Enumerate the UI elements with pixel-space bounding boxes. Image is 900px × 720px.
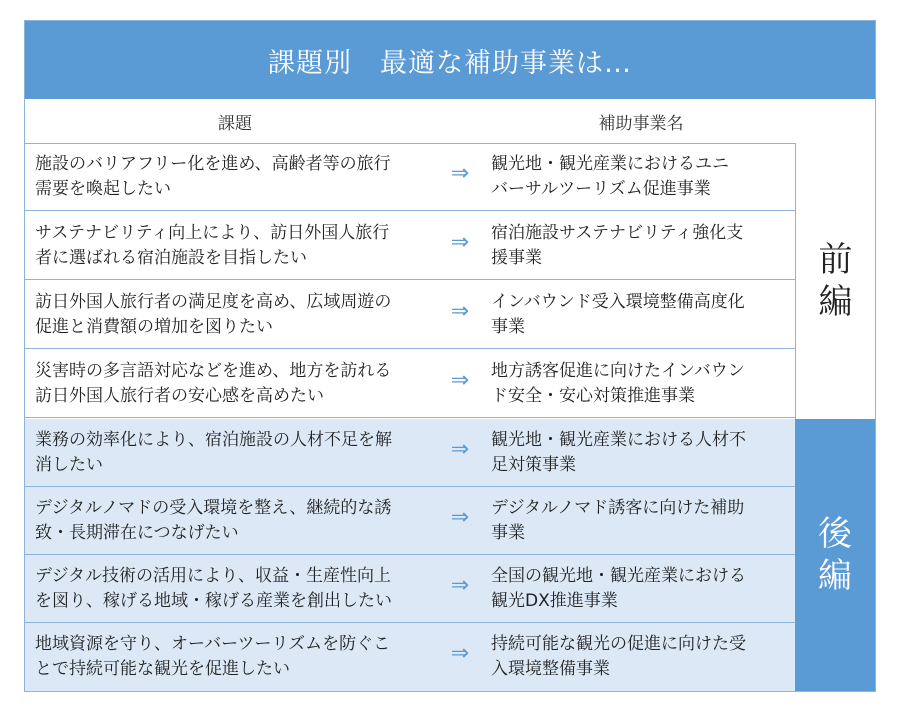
issue-line-2: を図り、稼げる地域・稼げる産業を創出したい (35, 591, 392, 611)
section-label-first-part (795, 143, 875, 419)
subsidy-table (24, 20, 876, 692)
program-cell (491, 221, 786, 271)
issue-line-1: デジタル技術の活用により、収益・生産性向上 (35, 566, 391, 586)
table-row (25, 555, 795, 623)
program-cell (491, 290, 786, 340)
arrow-icon: ⇒ (450, 641, 470, 666)
issue-cell (35, 632, 440, 682)
program-cell (491, 428, 786, 478)
program-line-1: 宿泊施設サステナビリティ強化支 (491, 223, 744, 243)
table-row (25, 623, 795, 691)
section-label-second-part (795, 419, 875, 691)
column-header-program: 補助事業名 (598, 113, 684, 134)
issue-line-1: 地域資源を守り、オーバーツーリズムを防ぐこ (35, 634, 391, 654)
issue-line-2: 致・長期滞在につなげたい (35, 523, 239, 543)
issue-line-2: 促進と消費額の増加を図りたい (35, 317, 273, 337)
program-line-2: ド安全・安心対策推進事業 (491, 386, 695, 406)
issue-cell (35, 428, 440, 478)
program-line-2: 足対策事業 (491, 455, 576, 475)
table-row (25, 419, 795, 487)
issue-line-1: サステナビリティ向上により、訪日外国人旅行 (35, 223, 390, 243)
table-row (25, 350, 795, 418)
arrow-icon: ⇒ (450, 437, 470, 462)
program-line-1: 持続可能な観光の促進に向けた受 (491, 634, 746, 654)
program-line-1: 全国の観光地・観光産業における (491, 566, 746, 586)
table-body (25, 143, 875, 691)
issue-line-2: 訪日外国人旅行者の安心感を高めたい (35, 386, 324, 406)
issue-line-2: 者に選ばれる宿泊施設を目指したい (35, 248, 307, 268)
issue-line-1: 施設のバリアフリー化を進め、高齢者等の旅行 (35, 154, 391, 174)
program-line-1: 地方誘客促進に向けたインバウン (491, 361, 745, 381)
arrow-icon: ⇒ (450, 230, 470, 255)
arrow-icon: ⇒ (450, 505, 470, 530)
program-line-2: 事業 (491, 317, 525, 337)
issue-cell (35, 152, 440, 202)
program-line-2: 事業 (491, 523, 525, 543)
program-line-1: デジタルノマド誘客に向けた補助 (491, 498, 745, 518)
table-row (25, 281, 795, 349)
issue-cell (35, 564, 440, 614)
program-cell (491, 564, 786, 614)
program-line-1: 観光地・観光産業におけるユニ (491, 154, 729, 174)
column-header-issue: 課題 (218, 113, 252, 134)
issue-line-1: デジタルノマドの受入環境を整え、継続的な誘 (35, 498, 392, 518)
issue-line-2: 需要を喚起したい (35, 179, 171, 199)
issue-cell (35, 290, 440, 340)
section-label-char: 前 (818, 240, 853, 280)
program-cell (491, 359, 786, 409)
issue-cell (35, 496, 440, 546)
table-row (25, 143, 795, 211)
issue-line-1: 業務の効率化により、宿泊施設の人材不足を解 (35, 430, 392, 450)
issue-line-2: 消したい (35, 455, 103, 475)
program-line-2: 援事業 (491, 248, 542, 268)
table-header (25, 99, 875, 144)
program-cell (491, 496, 786, 546)
table-title: 課題別 最適な補助事業は… (25, 21, 875, 99)
arrow-icon: ⇒ (450, 161, 470, 186)
section-label-char: 編 (818, 282, 853, 322)
section-label-char: 後 (818, 514, 852, 554)
program-line-1: 観光地・観光産業における人材不 (491, 430, 746, 450)
program-line-2: バーサルツーリズム促進事業 (491, 179, 711, 199)
issue-cell (35, 221, 440, 271)
program-cell (491, 152, 786, 202)
arrow-icon: ⇒ (450, 573, 470, 598)
table-row (25, 212, 795, 280)
arrow-icon: ⇒ (450, 368, 470, 393)
program-line-2: 観光DX推進事業 (491, 591, 618, 611)
section-label-char: 編 (818, 556, 852, 596)
issue-line-1: 災害時の多言語対応などを進め、地方を訪れる (35, 361, 392, 381)
arrow-icon: ⇒ (450, 299, 470, 324)
table-row (25, 487, 795, 555)
issue-line-2: とで持続可能な観光を促進したい (35, 659, 290, 679)
issue-line-1: 訪日外国人旅行者の満足度を高め、広域周遊の (35, 292, 392, 312)
program-line-2: 入環境整備事業 (491, 659, 610, 679)
program-line-1: インバウンド受入環境整備高度化 (491, 292, 745, 312)
issue-cell (35, 359, 440, 409)
program-cell (491, 632, 786, 682)
